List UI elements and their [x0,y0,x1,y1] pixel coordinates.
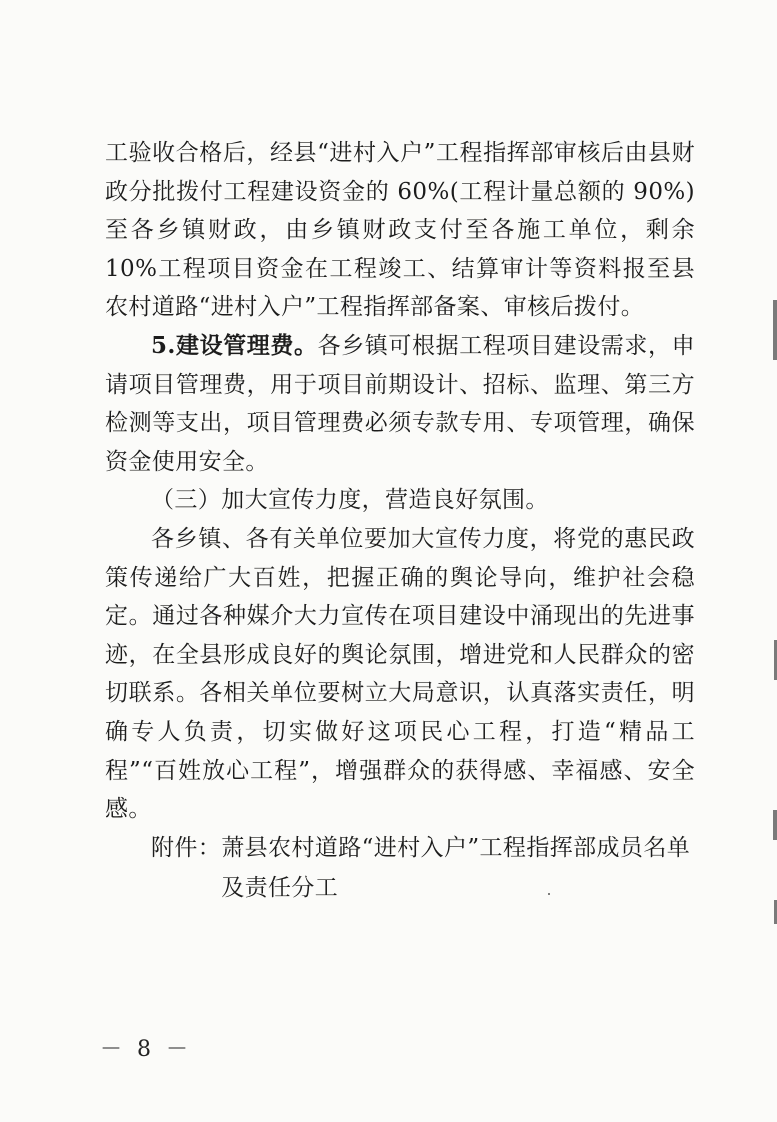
attachment-label: 附件： [151,835,222,861]
paragraph-heading: 5.建设管理费。 [151,331,318,359]
paragraph-text: 各乡镇可根据工程项目建设需求，申请项目管理费，用于项目前期设计、招标、监理、第三方检测等支出，项目管理费必须专款专用、专项管理，确保资金使用安全。 [105,332,695,475]
section-heading-text: （三）加大宣传力度，营造良好氛围。 [151,487,549,514]
scan-speck [548,893,550,895]
body-text [105,134,695,829]
paragraph-fund-disbursement [105,134,695,327]
attachment-note [151,828,711,908]
paragraph-management-fee [105,327,695,481]
scan-edge-shadow [773,300,777,360]
paragraph-text: 工验收合格后，经县“进村入户”工程指挥部审核后由县财政分批拨付工程建设资金的 60%(工程计量总额的 90%)至各乡镇财政，由乡镇财政支付至各施工单位，剩余 10%工程项目资金在工程竣工、结算审计等资料报至县农村道路“进村入户”工程指挥部备案、审核后拨付。 [105,140,695,321]
section-heading-publicity [105,481,695,520]
paragraph-text: 各乡镇、各有关单位要加大宣传力度，将党的惠民政策传递给广大百姓，把握正确的舆论导向，维护社会稳定。通过各种媒介大力宣传在项目建设中涌现出的先进事迹，在全县形成良好的舆论氛围，增进党和人民群众的密切联系。各相关单位要树立大局意识，认真落实责任，明确专人负责，切实做好这项民心工程，打造“精品工程”“百姓放心工程”，增强群众的获得感、幸福感、安全感。 [105,525,695,823]
page-number: － 8 － [100,1037,192,1062]
paragraph-publicity [105,520,695,829]
scan-edge-shadow [773,810,777,840]
attachment-title: 萧县农村道路“进村入户”工程指挥部成员名单及责任分工 [221,835,691,901]
